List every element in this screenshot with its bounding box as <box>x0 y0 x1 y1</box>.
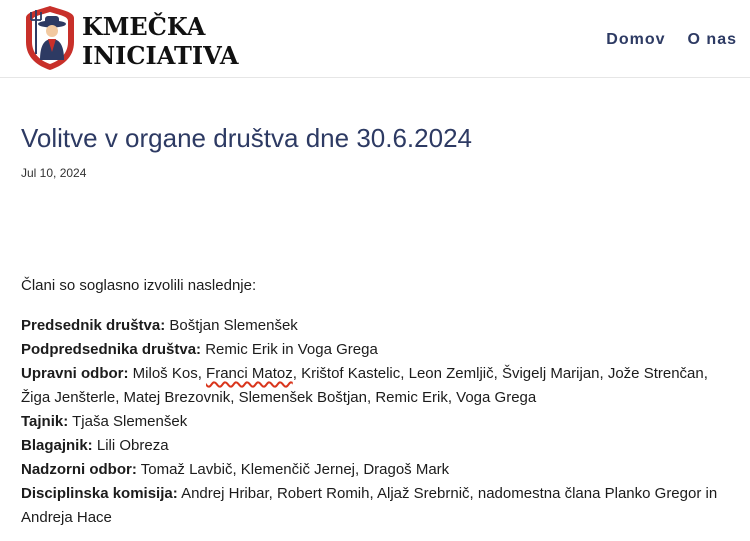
site-header <box>0 0 750 78</box>
member-row <box>21 458 733 482</box>
row-value: Andrej Hribar, Robert Romih, Aljaž Srebrnič, nadomestna člana Planko Gregor in Andreja Hace <box>21 485 718 526</box>
brand-line-1: KMEČKA <box>82 12 206 41</box>
post-content <box>21 274 733 530</box>
row-label: Disciplinska komisija: <box>21 485 178 502</box>
row-value: Boštjan Slemenšek <box>169 317 298 334</box>
post-title: Volitve v organe društva dne 30.6.2024 <box>21 123 472 153</box>
main-nav <box>606 31 737 49</box>
row-value: Tjaša Slemenšek <box>72 413 188 430</box>
row-label: Nadzorni odbor: <box>21 461 137 478</box>
row-value-before: Miloš Kos, <box>132 365 202 382</box>
spellcheck-flagged-word[interactable]: Franci Matoz <box>206 365 293 382</box>
member-row <box>21 410 733 434</box>
row-label: Blagajnik: <box>21 437 93 454</box>
brand-line-2: INICIATIVA <box>82 41 239 70</box>
member-row <box>21 434 733 458</box>
row-label: Tajnik: <box>21 413 69 430</box>
member-row <box>21 338 733 362</box>
brand-name[interactable] <box>82 12 239 70</box>
member-row <box>21 362 733 410</box>
row-value-after: , Krištof Kastelic, Leon Zemljič, Švigelj Marijan, Jože Strenčan, Žiga Jenšterle, Matej Brezovnik, Slemenšek Boštjan, Remic Erik, Voga Grega <box>21 365 708 406</box>
nav-link-o-nas[interactable]: O nas <box>687 31 737 48</box>
post-intro: Člani so soglasno izvolili naslednje: <box>21 277 257 294</box>
row-value: Tomaž Lavbič, Klemenčič Jernej, Dragoš Mark <box>140 461 450 478</box>
post-date: Jul 10, 2024 <box>21 166 87 180</box>
row-value: Remic Erik in Voga Grega <box>205 341 378 358</box>
row-value: Lili Obreza <box>96 437 169 454</box>
row-label: Upravni odbor: <box>21 365 129 382</box>
farmer-logo-icon[interactable] <box>22 4 78 72</box>
nav-link-domov[interactable]: Domov <box>606 31 666 48</box>
row-label: Podpredsednika društva: <box>21 341 202 358</box>
member-row <box>21 482 733 530</box>
member-row <box>21 314 733 338</box>
row-label: Predsednik društva: <box>21 317 166 334</box>
